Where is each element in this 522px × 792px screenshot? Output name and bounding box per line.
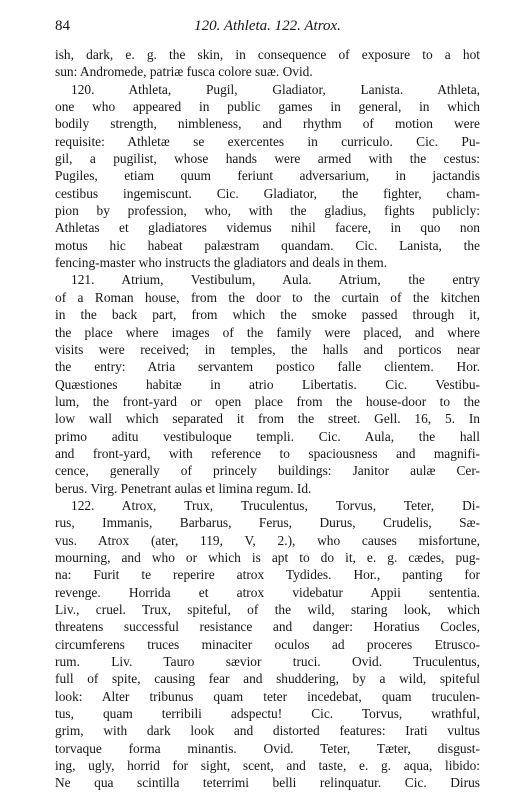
text-line: rum. Liv. Tauro sævior truci. Ovid. Truculentus, xyxy=(55,654,480,670)
body-text xyxy=(55,46,480,792)
text-line: Ne qua scintilla teterrimi belli relinquatur. Cic. Dirus xyxy=(55,775,480,791)
text-line: sun: Andromede, patriæ fusca colore suæ. Ovid. xyxy=(55,64,313,80)
text-line: full of spite, causing fear and shuddering, by a wild, spiteful xyxy=(55,671,480,687)
text-line: tus, quam terribili adspectu! Cic. Torvus, wrathful, xyxy=(55,706,480,722)
text-line: pion by profession, who, with the gladius, fights publicly: xyxy=(55,203,480,219)
text-line: Quæstiones habitæ in atrio Libertatis. Cic. Vestibu- xyxy=(55,376,480,392)
text-line: fencing-master who instructs the gladiators and deals in them. xyxy=(55,255,388,271)
book-page xyxy=(55,0,480,791)
text-line: one who appeared in public games in general, in which xyxy=(55,99,480,115)
running-title: 120. Athleta. 122. Atrox. xyxy=(194,18,341,34)
text-line: 122. Atrox, Trux, Truculentus, Torvus, Teter, Di- xyxy=(71,497,480,513)
running-head xyxy=(55,16,480,36)
text-line: in the back part, from which the smoke passed through it, xyxy=(55,307,480,323)
text-line: cence, generally of princely buildings: Janitor aulæ Cer- xyxy=(55,463,480,479)
text-line: 120. Athleta, Pugil, Gladiator, Lanista. Athleta, xyxy=(71,81,480,97)
text-line: of a Roman house, from the door to the curtain of the kitchen xyxy=(55,289,480,305)
text-line: rus, Immanis, Barbarus, Ferus, Durus, Crudelis, Sæ- xyxy=(55,515,480,531)
text-line: lum, the front-yard or open place from the house-door to the xyxy=(55,393,480,409)
text-line: Liv., cruel. Trux, spiteful, of the wild, staring look, which xyxy=(55,602,480,617)
text-line: circumferens truces minaciter oculos ad proceres Etrusco- xyxy=(55,636,480,652)
text-line: gil, a pugilist, whose hands were armed with the cestus: xyxy=(55,151,480,167)
text-line: visits were received; in temples, the halls and porticos near xyxy=(55,341,480,357)
page-number: 84 xyxy=(55,18,70,34)
text-line: cestibus ingemiscunt. Cic. Gladiator, the fighter, cham- xyxy=(55,185,480,201)
text-line: the place where images of the family were placed, and where xyxy=(55,324,480,340)
text-line: na: Furit te reperire atrox Tydides. Hor., panting for xyxy=(55,567,480,583)
text-line: requisite: Athletæ se exercentes in curriculo. Cic. Pu- xyxy=(55,133,480,149)
text-line: threatens successful resistance and danger: Horatius Cocles, xyxy=(55,619,480,635)
text-line: bodily strength, nimbleness, and rhythm of motion were xyxy=(55,116,480,132)
text-line: revenge. Horrida et atrox videbatur Appii sententia. xyxy=(55,584,480,600)
text-line: primo aditu vestibuloque templi. Cic. Aula, the hall xyxy=(55,428,480,444)
text-line: and front-yard, with reference to spaciousness and magnifi- xyxy=(55,445,480,461)
text-line: motus hic habeat palæstram quandam. Cic. Lanista, the xyxy=(55,237,480,253)
text-line: berus. Virg. Penetrant aulas et limina regum. Id. xyxy=(55,480,312,496)
text-line: ing, ugly, horrid for sight, scent, and taste, e. g. aqua, libido: xyxy=(55,758,480,774)
text-line: 121. Atrium, Vestibulum, Aula. Atrium, the entry xyxy=(71,272,480,288)
text-line: Athletas et gladiatores videmus nihil facere, in quo non xyxy=(55,220,480,236)
text-line: mourning, and who or which is apt to do it, e. g. cædes, pug- xyxy=(55,549,480,565)
text-line: grim, with dark look and distorted features: Irati vultus xyxy=(55,723,480,739)
text-line: Pugiles, etiam quum feriunt adversarium, in jactandis xyxy=(55,168,480,184)
text-line: ish, dark, e. g. the skin, in consequence of exposure to a hot xyxy=(55,47,480,62)
text-line: vus. Atrox (ater, 119, V, 2.), who causes misfortune, xyxy=(55,532,480,548)
text-line: the entry: Atria servantem postico falle clientem. Hor. xyxy=(55,359,480,375)
text-line: look: Alter tribunus quam teter incedebat, quam truculen- xyxy=(55,688,480,704)
text-line: torvaque forma minantis. Ovid. Teter, Tæter, disgust- xyxy=(55,740,480,756)
text-line: low wall which separated it from the street. Gell. 16, 5. In xyxy=(55,411,480,427)
